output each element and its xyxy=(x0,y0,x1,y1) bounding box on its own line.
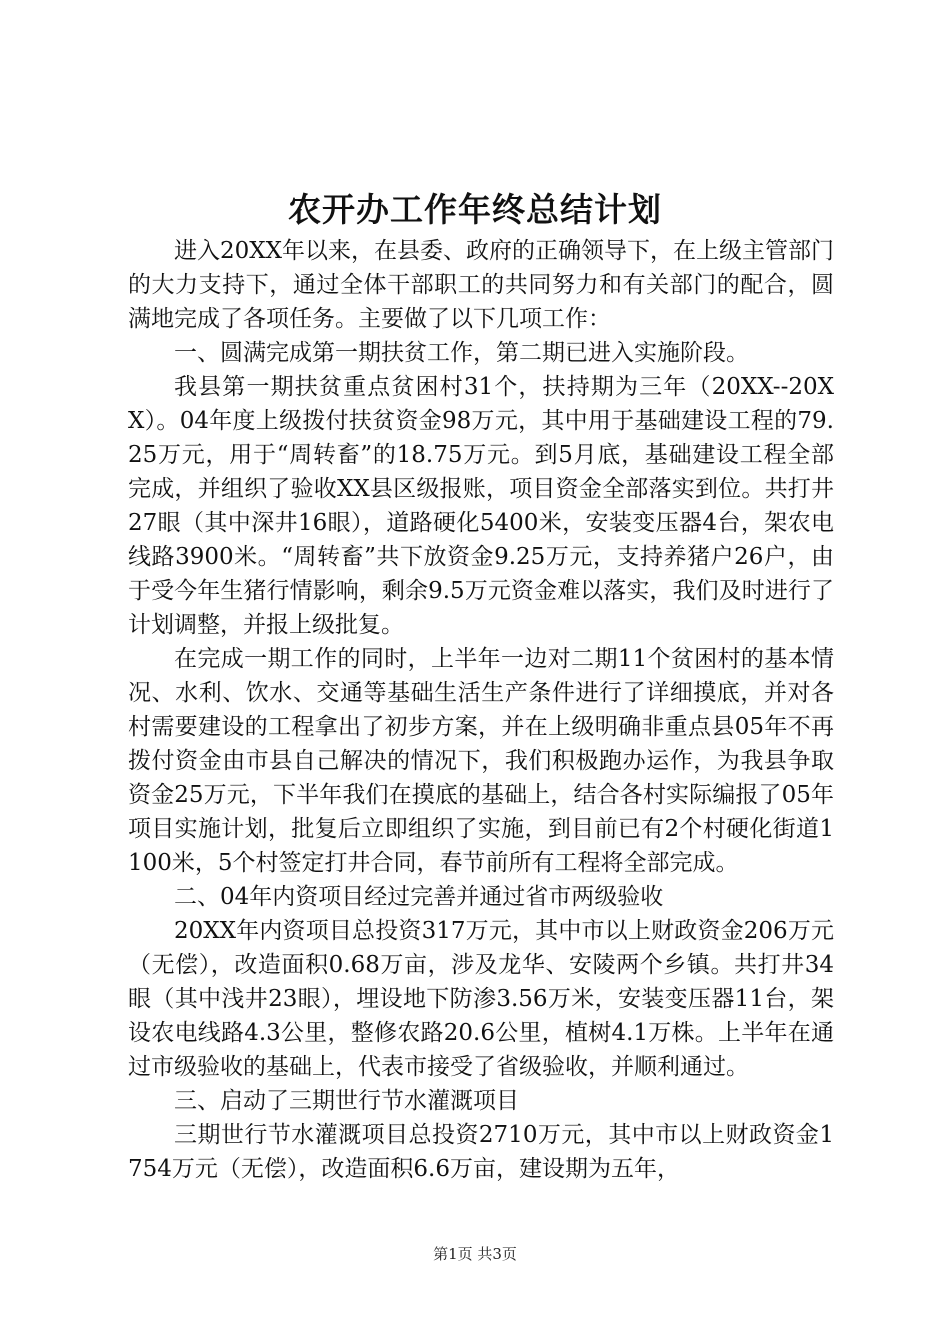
paragraph-section-2: 20XX年内资项目总投资317万元，其中市以上财政资金206万元（无偿），改造面积0.68万亩，涉及龙华、安陵两个乡镇。共打井34眼（其中浅井23眼），埋设地下防渗3.56万米，安装变压器11台，架设农电线路4.3公里，整修农路20.6公里，植树4.1万株。上半年在通过市级验收的基础上，代表市接受了省级验收，并顺利通过。 xyxy=(128,918,834,1080)
paragraph-section-3: 三期世行节水灌溉项目总投资2710万元，其中市以上财政资金1754万元（无偿），改造面积6.6万亩，建设期为五年， xyxy=(128,1122,834,1182)
paragraph-section-1-a: 我县第一期扶贫重点贫困村31个，扶持期为三年（20XX--20XX）。04年度上级拨付扶贫资金98万元，其中用于基础建设工程的79.25万元，用于“周转畜”的18.75万元。到5月底，基础建设工程全部完成，并组织了验收XX县区级报账，项目资金全部落实到位。共打井27眼（其中深井16眼），道路硬化5400米，安装变压器4台，架农电线路3900米。“周转畜”共下放资金9.25万元，支持养猪户26户，由于受今年生猪行情影响，剩余9.5万元资金难以落实，我们及时进行了计划调整，并报上级批复。 xyxy=(128,374,834,638)
page-footer: 第1页 共3页 xyxy=(433,1245,517,1263)
paragraph-intro: 进入20XX年以来，在县委、政府的正确领导下，在上级主管部门的大力支持下，通过全体干部职工的共同努力和有关部门的配合，圆满地完成了各项任务。主要做了以下几项工作： xyxy=(128,238,835,332)
section-heading-2: 二、04年内资项目经过完善并通过省市两级验收 xyxy=(174,884,664,910)
section-heading-1: 一、圆满完成第一期扶贫工作，第二期已进入实施阶段。 xyxy=(174,340,749,366)
section-heading-3: 三、启动了三期世行节水灌溉项目 xyxy=(174,1088,519,1114)
paragraph-section-1-b: 在完成一期工作的同时，上半年一边对二期11个贫困村的基本情况、水利、饮水、交通等基础生活生产条件进行了详细摸底，并对各村需要建设的工程拿出了初步方案，并在上级明确非重点县05年不再拨付资金由市县自己解决的情况下，我们积极跑办运作，为我县争取资金25万元，下半年我们在摸底的基础上，结合各村实际编报了05年项目实施计划，批复后立即组织了实施，到目前已有2个村硬化街道1100米，5个村签定打井合同，春节前所有工程将全部完成。 xyxy=(128,646,834,876)
document-title: 农开办工作年终总结计划 xyxy=(288,190,662,229)
document-body xyxy=(128,234,834,1186)
